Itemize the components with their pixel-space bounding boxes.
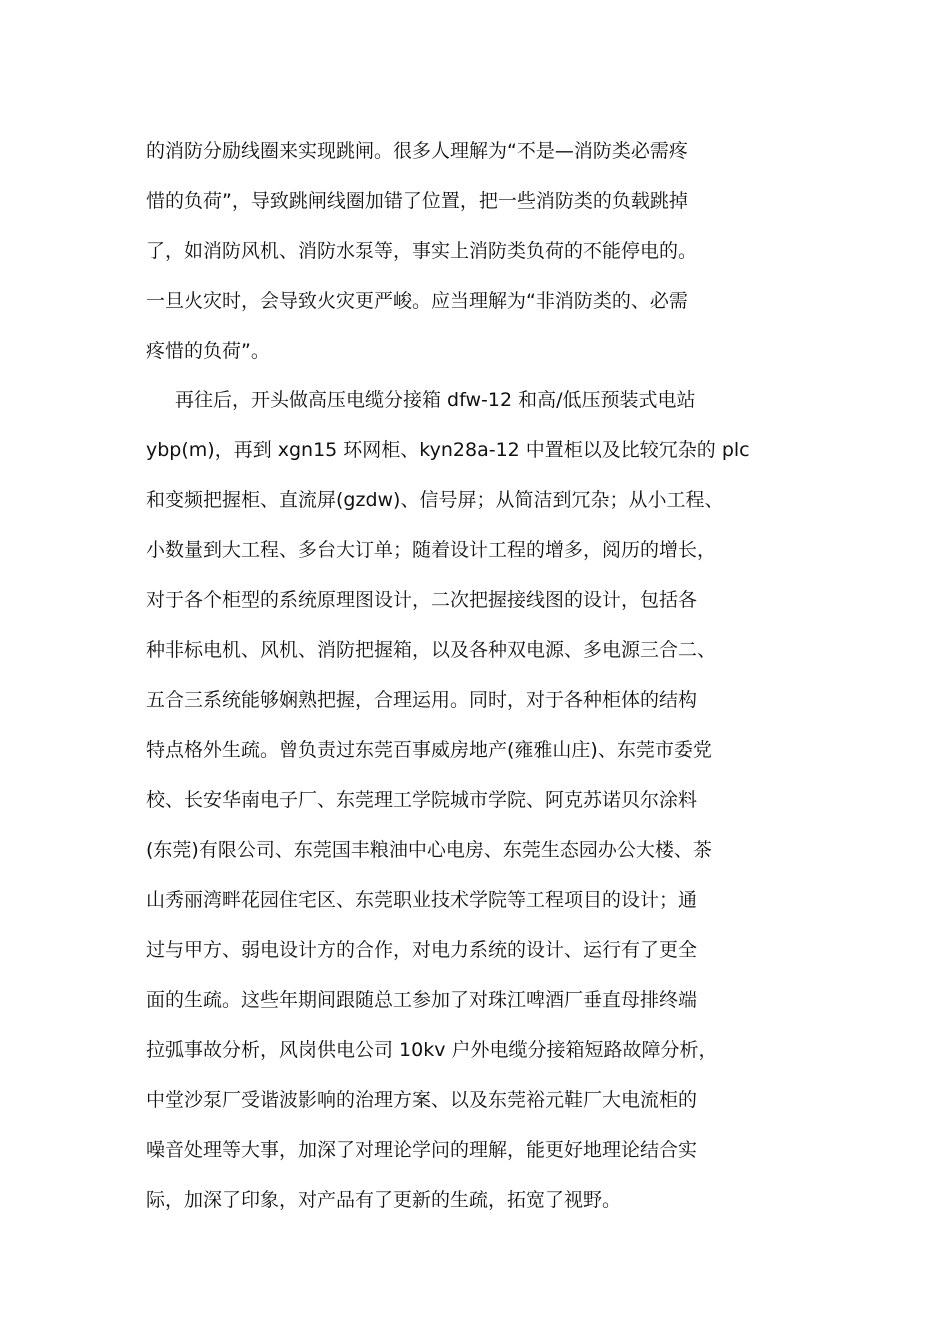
paragraph-2-line-4: 小数量到大工程、多台大订单；随着设计工程的增多，阅历的增长， — [146, 539, 717, 561]
paragraph-2-line-6: 种非标电机、风机、消防把握箱，以及各种双电源、多电源三合二、 — [146, 639, 717, 661]
paragraph-2-line-9: 校、长安华南电子厂、东莞理工学院城市学院、阿克苏诺贝尔涂料 — [146, 789, 698, 811]
paragraph-2-line-14: 拉弧事故分析，风岗供电公司 10kv 户外电缆分接箱短路故障分析， — [146, 1039, 718, 1061]
paragraph-1-line-4: 一旦火灾时，会导致火灾更严峻。应当理解为“非消防类的、必需 — [146, 290, 688, 312]
paragraph-2-line-16: 噪音处理等大事，加深了对理论学问的理解，能更好地理论结合实 — [146, 1139, 698, 1161]
paragraph-2-line-5: 对于各个柜型的系统原理图设计，二次把握接线图的设计，包括各 — [146, 589, 698, 611]
paragraph-2-line-17: 际，加深了印象，对产品有了更新的生疏，拓宽了视野。 — [146, 1189, 622, 1211]
paragraph-1-line-3: 了，如消防风机、消防水泵等，事实上消防类负荷的不能停电的。 — [146, 240, 698, 262]
paragraph-1-line-5: 疼惜的负荷”。 — [146, 340, 270, 362]
paragraph-2-line-7: 五合三系统能够娴熟把握，合理运用。同时，对于各种柜体的结构 — [146, 689, 698, 711]
paragraph-2-line-15: 中堂沙泵厂受谐波影响的治理方案、以及东莞裕元鞋厂大电流柜的 — [146, 1089, 698, 1111]
paragraph-2-line-13: 面的生疏。这些年期间跟随总工参加了对珠江啤酒厂垂直母排终端 — [146, 989, 698, 1011]
paragraph-2-line-12: 过与甲方、弱电设计方的合作，对电力系统的设计、运行有了更全 — [146, 939, 698, 961]
paragraph-2-line-10: (东莞)有限公司、东莞国丰粮油中心电房、东莞生态园办公大楼、茶 — [146, 839, 712, 861]
paragraph-1-line-1: 的消防分励线圈来实现跳闸。很多人理解为“不是—消防类必需疼 — [146, 140, 688, 162]
paragraph-2-line-8: 特点格外生疏。曾负责过东莞百事威房地产(雍雅山庄)、东莞市委党 — [146, 739, 712, 761]
paragraph-2-line-11: 山秀丽湾畔花园住宅区、东莞职业技术学院等工程项目的设计；通 — [146, 889, 698, 911]
paragraph-2-line-2: ybp(m)，再到 xgn15 环网柜、kyn28a-12 中置柜以及比较冗杂的 plc — [146, 439, 750, 461]
paragraph-2-line-3: 和变频把握柜、直流屏(gzdw)、信号屏；从简洁到冗杂；从小工程、 — [146, 489, 724, 511]
paragraph-1-line-2: 惜的负荷”，导致跳闸线圈加错了位置，把一些消防类的负载跳掉 — [146, 190, 688, 212]
paragraph-2-line-1: 再往后，开头做高压电缆分接箱 dfw-12 和高/低压预装式电站 — [175, 389, 696, 411]
